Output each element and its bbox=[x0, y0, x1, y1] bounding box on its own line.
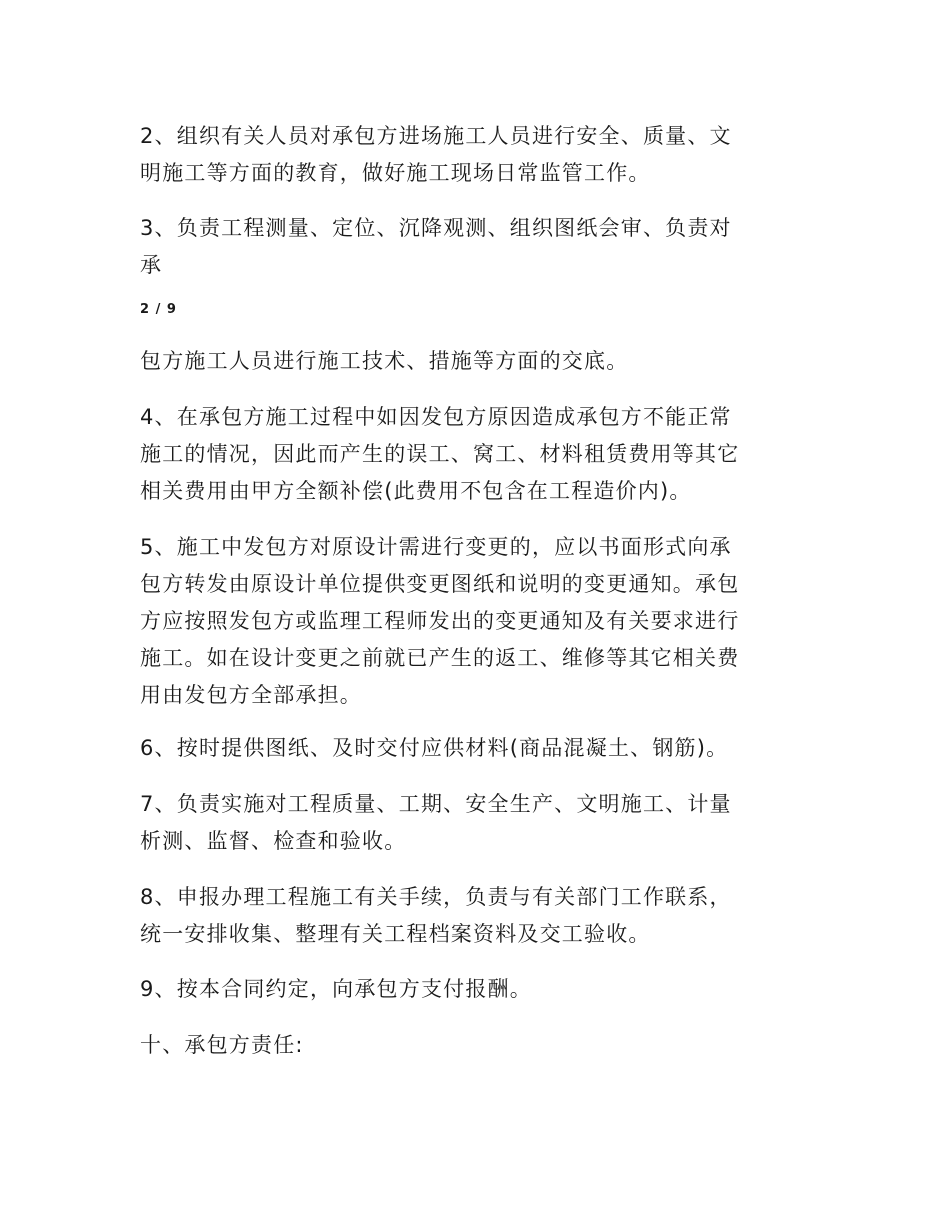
paragraph-line: 6、按时提供图纸、及时交付应供材料(商品混凝土、钢筋)。 bbox=[140, 736, 729, 760]
paragraph-line: 方应按照发包方或监理工程师发出的变更通知及有关要求进行 bbox=[140, 609, 740, 633]
paragraph-4 bbox=[140, 399, 820, 510]
paragraph-3-part1 bbox=[140, 210, 820, 284]
page-number: 2 / 9 bbox=[140, 302, 177, 317]
paragraph-line: 包方施工人员进行施工技术、措施等方面的交底。 bbox=[140, 349, 629, 373]
paragraph-7 bbox=[140, 786, 820, 860]
paragraph-line: 析测、监督、检查和验收。 bbox=[140, 829, 407, 853]
paragraph-6 bbox=[140, 730, 820, 767]
paragraph-5 bbox=[140, 529, 820, 714]
paragraph-8 bbox=[140, 879, 820, 953]
paragraph-line: 9、按本合同约定，向承包方支付报酬。 bbox=[140, 977, 532, 1001]
paragraph-line: 包方转发由原设计单位提供变更图纸和说明的变更通知。承包 bbox=[140, 572, 740, 596]
paragraph-line: 7、负责实施对工程质量、工期、安全生产、文明施工、计量 bbox=[140, 792, 732, 816]
paragraph-2 bbox=[140, 118, 820, 192]
paragraph-line: 明施工等方面的教育，做好施工现场日常监管工作。 bbox=[140, 161, 651, 185]
paragraph-line: 统一安排收集、整理有关工程档案资料及交工验收。 bbox=[140, 922, 651, 946]
heading-line: 十、承包方责任: bbox=[140, 1033, 304, 1057]
paragraph-line: 相关费用由甲方全额补偿(此费用不包含在工程造价内)。 bbox=[140, 479, 692, 503]
paragraph-line: 5、施工中发包方对原设计需进行变更的，应以书面形式向承 bbox=[140, 535, 732, 559]
paragraph-line: 8、申报办理工程施工有关手续，负责与有关部门工作联系， bbox=[140, 885, 732, 909]
paragraph-9 bbox=[140, 971, 820, 1008]
paragraph-line: 施工的情况，因此而产生的误工、窝工、材料租赁费用等其它 bbox=[140, 442, 740, 466]
paragraph-line: 3、负责工程测量、定位、沉降观测、组织图纸会审、负责对 bbox=[140, 216, 732, 240]
section-heading-10 bbox=[140, 1027, 820, 1064]
paragraph-line: 施工。如在设计变更之前就已产生的返工、维修等其它相关费 bbox=[140, 646, 740, 670]
paragraph-3-part2 bbox=[140, 343, 820, 380]
paragraph-line: 4、在承包方施工过程中如因发包方原因造成承包方不能正常 bbox=[140, 405, 732, 429]
paragraph-line: 承 bbox=[140, 253, 163, 277]
paragraph-line: 2、组织有关人员对承包方进场施工人员进行安全、质量、文 bbox=[140, 124, 732, 148]
paragraph-line: 用由发包方全部承担。 bbox=[140, 683, 362, 707]
